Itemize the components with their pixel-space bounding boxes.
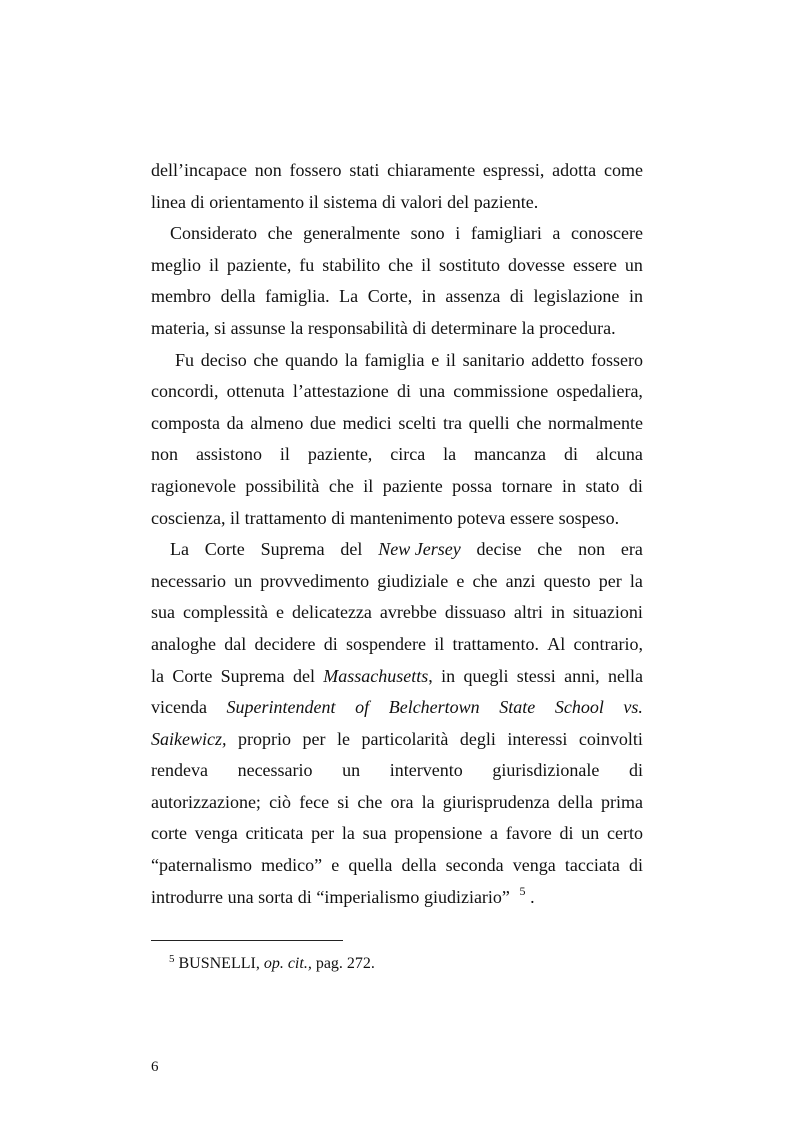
- word: quegli: [463, 665, 509, 686]
- italic-word: of: [355, 697, 370, 718]
- word: venga: [512, 855, 556, 876]
- word: ospedaliera,: [556, 381, 643, 402]
- word: possibilità: [245, 475, 320, 496]
- footnote-reference: 5: [519, 883, 526, 898]
- word: necessario: [151, 570, 226, 591]
- word: il: [363, 475, 374, 496]
- word: corte: [151, 823, 187, 844]
- word: per: [302, 728, 326, 749]
- word: il: [279, 444, 290, 465]
- word: non: [254, 160, 282, 180]
- word: intervento: [389, 760, 463, 781]
- text-line: [151, 755, 643, 787]
- word: in: [441, 665, 456, 686]
- word: che: [537, 539, 563, 560]
- word: il: [434, 633, 445, 654]
- word: [355, 692, 369, 724]
- word: stati: [349, 160, 380, 180]
- footnote-5: [169, 954, 375, 974]
- word: a: [490, 823, 499, 844]
- word: scelti: [398, 412, 437, 433]
- footnote-separator: [151, 940, 343, 941]
- text-line: [151, 882, 643, 914]
- word: assistono: [195, 444, 262, 465]
- word: paziente,: [307, 444, 373, 465]
- text-line: [151, 692, 643, 724]
- word: determinare: [431, 317, 517, 338]
- word: assunse: [230, 317, 286, 338]
- word: mancanza: [474, 444, 547, 465]
- word: delicatezza: [291, 602, 372, 623]
- word: la: [521, 317, 535, 338]
- word: dell’incapace: [151, 160, 247, 180]
- word: che: [328, 475, 354, 496]
- word: la: [344, 349, 358, 370]
- word: prima: [600, 791, 643, 812]
- word: sanitario: [462, 349, 525, 370]
- word: generalmente: [303, 223, 401, 244]
- word: della: [401, 855, 437, 876]
- word: dal: [224, 633, 247, 654]
- word: fossero: [289, 160, 342, 180]
- word: la: [629, 570, 643, 591]
- text-line: [151, 534, 643, 566]
- word: criticata: [245, 823, 304, 844]
- footnote-author: BUSNELLI,: [178, 955, 260, 972]
- word: in: [561, 475, 576, 496]
- word: [623, 692, 643, 724]
- word: in: [550, 602, 565, 623]
- word: linea: [151, 191, 186, 212]
- word: il: [445, 349, 456, 370]
- word: stato: [585, 475, 620, 496]
- word: come: [603, 160, 643, 180]
- word: degli: [459, 728, 496, 749]
- word: chiaramente: [387, 160, 476, 180]
- word: a: [552, 223, 561, 244]
- text-line: [151, 250, 643, 282]
- word: giurisdizionale: [492, 760, 600, 781]
- italic-word: Belchertown: [388, 697, 480, 718]
- word: favore: [505, 823, 552, 844]
- word: un: [624, 254, 643, 275]
- word: per: [311, 823, 335, 844]
- word: e: [431, 349, 440, 370]
- word: che: [267, 223, 293, 244]
- word: di: [559, 823, 574, 844]
- word: Corte,: [367, 286, 413, 307]
- text-line: [151, 376, 643, 408]
- word: coinvolti: [578, 728, 643, 749]
- word: di: [509, 286, 524, 307]
- text-line: [151, 281, 643, 313]
- italic-word: Superintendent: [226, 697, 336, 718]
- word: di: [628, 475, 643, 496]
- word: almeno: [250, 412, 304, 433]
- word: di: [628, 760, 643, 781]
- word: analoghe: [151, 633, 216, 654]
- word: si: [214, 317, 227, 338]
- word: essere: [509, 507, 554, 528]
- word: i: [455, 223, 461, 244]
- word: la: [443, 444, 457, 465]
- word: Suprema: [260, 539, 325, 560]
- word: la: [151, 665, 164, 686]
- word: che: [253, 349, 279, 370]
- word: seconda: [445, 855, 504, 876]
- word: sostituto: [439, 254, 501, 275]
- word: si: [337, 791, 350, 812]
- word: [389, 692, 480, 724]
- word: da: [226, 412, 244, 433]
- word: la: [421, 791, 435, 812]
- word: contrario,: [573, 633, 643, 654]
- word: procedura.: [539, 317, 616, 338]
- text-line: [151, 471, 643, 503]
- word: di: [563, 444, 578, 465]
- word: paziente: [382, 475, 443, 496]
- paragraph: [151, 345, 643, 535]
- word: assenza: [445, 286, 501, 307]
- word: di: [323, 633, 338, 654]
- word: famiglia: [364, 349, 425, 370]
- word: [227, 692, 336, 724]
- word: [424, 882, 526, 914]
- paragraph: [151, 218, 643, 344]
- word: ottenuta: [226, 381, 285, 402]
- word: le: [336, 728, 350, 749]
- word-text: giudiziario”: [423, 886, 510, 907]
- footnote-page: pag. 272.: [315, 955, 375, 972]
- word: giudiziale: [377, 570, 449, 591]
- page-number: 6: [151, 1059, 159, 1075]
- word: deciso: [200, 349, 247, 370]
- word: particolarità: [361, 728, 449, 749]
- word: altri: [513, 602, 543, 623]
- word: complessità: [183, 602, 268, 623]
- word: ragionevole: [151, 475, 236, 496]
- word: in: [421, 286, 436, 307]
- word: il: [230, 507, 241, 528]
- text-line: [151, 313, 643, 345]
- text-line: [151, 818, 643, 850]
- word: trattamento.: [452, 633, 539, 654]
- word: responsabilità: [307, 317, 408, 338]
- word: dovesse: [508, 254, 565, 275]
- word: quelli: [468, 412, 510, 433]
- word: la: [341, 823, 355, 844]
- text-line: [151, 566, 643, 598]
- word: proprio: [237, 728, 291, 749]
- word: stabilito: [322, 254, 381, 275]
- word: della: [220, 286, 256, 307]
- text-line: [151, 597, 643, 629]
- word: che: [472, 570, 498, 591]
- word: dissuaso: [444, 602, 506, 623]
- word: rendeva: [151, 760, 208, 781]
- word: di: [381, 191, 396, 212]
- word: materia,: [151, 317, 210, 338]
- word: adotta: [552, 160, 597, 180]
- text-line: [151, 724, 643, 756]
- word: orientamento: [209, 191, 305, 212]
- text-line: [151, 187, 643, 219]
- word: di: [190, 191, 205, 212]
- text-line: [151, 408, 643, 440]
- word: una: [419, 381, 446, 402]
- word: un: [342, 760, 361, 781]
- word: fece: [299, 791, 330, 812]
- word: l’attestazione: [292, 381, 389, 402]
- word: il: [208, 254, 219, 275]
- italic-word: vs.: [623, 697, 643, 718]
- word: il: [421, 254, 432, 275]
- word: Corte: [172, 665, 213, 686]
- word: La: [170, 539, 189, 560]
- word: conoscere: [571, 223, 643, 244]
- text-line: [151, 218, 643, 250]
- word: commissione: [453, 381, 549, 402]
- word: meglio: [151, 254, 201, 275]
- word: sorta: [258, 886, 294, 907]
- text-line: [151, 439, 643, 471]
- word: decise: [476, 539, 522, 560]
- word: possa: [452, 475, 493, 496]
- word: di: [628, 855, 643, 876]
- text-line: [151, 345, 643, 377]
- word: per: [598, 570, 622, 591]
- word: stessi: [516, 665, 556, 686]
- word: necessario: [237, 760, 313, 781]
- word: mantenimento: [349, 507, 453, 528]
- word: trattamento: [244, 507, 327, 528]
- word: Fu: [175, 349, 195, 370]
- word: quella: [348, 855, 393, 876]
- word: del: [292, 665, 315, 686]
- word: addetto: [531, 349, 585, 370]
- word: in: [628, 286, 643, 307]
- text-line: [151, 661, 643, 693]
- word: espressi,: [482, 160, 545, 180]
- word: decidere: [254, 633, 316, 654]
- word: “imperialismo: [316, 886, 420, 907]
- word: tra: [443, 412, 462, 433]
- word: Al: [547, 633, 566, 654]
- italic-word: School: [554, 697, 604, 718]
- word: questo: [543, 570, 591, 591]
- word: un: [581, 823, 600, 844]
- word: valori: [400, 191, 443, 212]
- word: Suprema: [220, 665, 285, 686]
- word: del: [340, 539, 363, 560]
- word: la: [290, 317, 304, 338]
- word: fossero: [590, 349, 643, 370]
- word: giurisprudenza: [442, 791, 550, 812]
- word: provvedimento: [260, 570, 370, 591]
- word: “paternalismo: [151, 855, 252, 876]
- body-text: [151, 155, 643, 913]
- word: un: [234, 570, 253, 591]
- italic-word: Saikewicz,: [151, 728, 227, 749]
- word: composta: [151, 412, 220, 433]
- word: fu: [299, 254, 315, 275]
- word: sono: [410, 223, 445, 244]
- word: di: [297, 886, 312, 907]
- word: [151, 724, 226, 756]
- word: essere: [572, 254, 617, 275]
- word: anzi: [505, 570, 536, 591]
- italic-word: Massachusetts: [323, 665, 429, 686]
- word: paziente,: [226, 254, 292, 275]
- word: tacciata: [564, 855, 620, 876]
- word: era: [620, 539, 643, 560]
- word: sistema: [323, 191, 378, 212]
- paragraph: [151, 534, 643, 913]
- word: di: [331, 507, 346, 528]
- word: normalmente: [547, 412, 643, 433]
- word: che: [516, 412, 542, 433]
- word: non: [151, 444, 178, 465]
- word: che: [357, 791, 383, 812]
- word: famiglia.: [265, 286, 330, 307]
- word: autorizzazione;: [151, 791, 261, 812]
- word: [378, 534, 460, 566]
- word: che: [388, 254, 414, 275]
- word: paziente.: [473, 191, 539, 212]
- word: sua: [151, 602, 175, 623]
- word: due: [310, 412, 336, 433]
- word: introdurre: [151, 886, 223, 907]
- word: anni,: [564, 665, 600, 686]
- text-line: [151, 155, 643, 187]
- word: venga: [194, 823, 238, 844]
- word: di: [396, 381, 411, 402]
- word: e: [275, 602, 284, 623]
- footnote-citation: op. cit.,: [263, 955, 312, 972]
- word: e: [456, 570, 465, 591]
- word: alcuna: [595, 444, 643, 465]
- word: e: [331, 855, 340, 876]
- word: situazioni: [572, 602, 643, 623]
- word: [323, 661, 433, 693]
- word: coscienza,: [151, 507, 226, 528]
- word: circa: [390, 444, 426, 465]
- text-line: [151, 629, 643, 661]
- word: Considerato: [170, 223, 257, 244]
- word: concordi,: [151, 381, 219, 402]
- word: [499, 692, 535, 724]
- word: certo: [606, 823, 643, 844]
- word: membro: [151, 286, 211, 307]
- word: non: [578, 539, 606, 560]
- text-line: [151, 503, 643, 535]
- word: sospendere: [346, 633, 426, 654]
- text-line: [151, 850, 643, 882]
- word: tornare: [501, 475, 553, 496]
- word: medico”: [261, 855, 323, 876]
- word: ciò: [269, 791, 292, 812]
- italic-word: State: [499, 697, 536, 718]
- punctuation: ,: [428, 665, 433, 686]
- word: vicenda: [151, 697, 207, 718]
- word: di: [412, 317, 427, 338]
- word: della: [557, 791, 593, 812]
- word: propensione: [394, 823, 483, 844]
- word: il: [308, 191, 319, 212]
- word: [555, 692, 604, 724]
- word: nella: [607, 665, 643, 686]
- italic-word: New Jersey: [378, 539, 461, 560]
- word: interessi: [507, 728, 568, 749]
- word: sua: [362, 823, 387, 844]
- word: .: [530, 886, 535, 907]
- word: medici: [342, 412, 392, 433]
- footnote-marker: 5: [169, 953, 175, 965]
- word: La: [339, 286, 359, 307]
- word: poteva: [457, 507, 506, 528]
- word: legislazione: [533, 286, 620, 307]
- word: una: [227, 886, 254, 907]
- word: ora: [390, 791, 414, 812]
- word: sospeso.: [558, 507, 620, 528]
- text-line: [151, 787, 643, 819]
- paragraph: [151, 155, 643, 218]
- word: del: [447, 191, 470, 212]
- word: famigliari: [470, 223, 542, 244]
- word: avrebbe: [379, 602, 437, 623]
- word: quando: [285, 349, 339, 370]
- word: Corte: [204, 539, 245, 560]
